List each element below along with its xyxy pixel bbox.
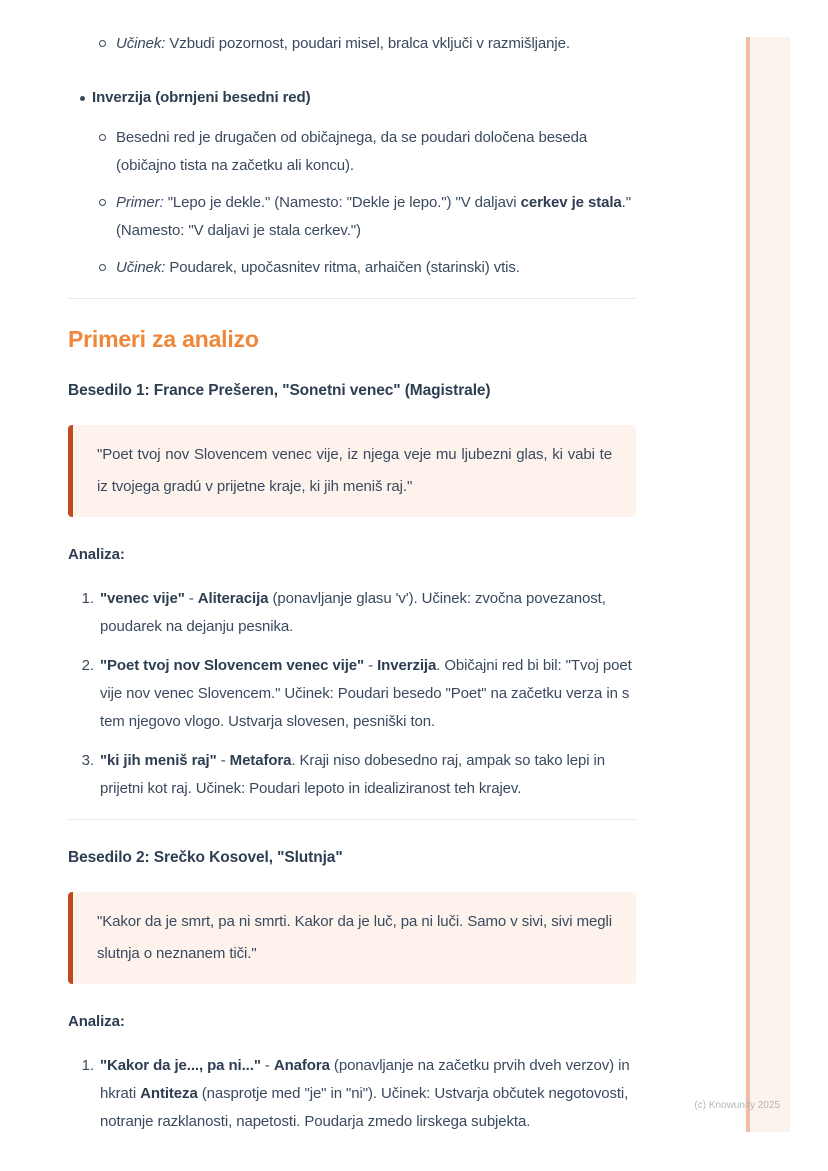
item-explanation: (ponavljanje glasu 'v'). Učinek: zvočna povezanost, poudarek na dejanju pesnika. [100,590,606,635]
device-name: Inverzija [377,657,437,674]
primer-text-2: ." (Namesto: "V daljavi je stala cerkev.") [116,194,631,239]
item-explanation-middle: (ponavljanje na začetku prvih dveh verzov) in hkrati [100,1057,630,1102]
analiza1-item-3 [98,747,636,803]
item-explanation: (nasprotje med "je" in "ni"). Učinek: Ustvarja občutek negotovosti, notranje razklanosti, napetosti. Poudarja zmedo lirskega subjekta. [100,1085,629,1130]
effect-note-item [68,30,636,58]
document-content [68,0,636,1136]
page-edge-stripe-border [746,37,750,1132]
analiza2-label: Analiza: [68,1013,125,1030]
effect-note-list [68,30,636,58]
besedilo2-quote-block [68,892,636,984]
separator: - [364,657,378,674]
definition-text: Besedni red je drugačen od običajnega, da se poudari določena beseda (običajno tista na začetku ali koncu). [116,129,588,174]
device-name: Anafora [273,1057,330,1074]
section-heading: Primeri za analizo [68,326,259,352]
quoted-phrase: "venec vije" [100,590,185,607]
analiza1-item-2 [98,652,636,736]
ucinek-text: Vzbudi pozornost, poudari misel, bralca vključi v razmišljanje. [165,35,570,52]
terms-list [68,84,636,112]
primer-bold-phrase: cerkev je stala [520,194,622,211]
analiza2-list [68,1052,636,1136]
device-name-2: Antiteza [140,1085,198,1102]
term-inverzija-title: Inverzija (obrnjeni besedni red) [92,89,311,106]
quoted-phrase: "Poet tvoj nov Slovencem venec vije" [100,657,365,674]
section-divider [68,298,636,299]
copyright-watermark: (c) Knowunity 2025 [694,1100,780,1111]
besedilo1-quote-text: "Poet tvoj nov Slovencem venec vije, iz njega veje mu ljubezni glas, ki vabi te iz tvojega gradú v prijetne kraje, ki jih meniš raj." [97,446,612,495]
ucinek-label: Učinek: [116,259,166,276]
analiza1-item-1 [98,585,636,641]
item-explanation: . Običajni red bi bil: "Tvoj poet vije nov venec Slovencem." Učinek: Poudari besedo "Poet" na začetku verza in s tem njegovo vlogo. Ustvarja slovesen, pesniški ton. [100,657,632,730]
separator: - [184,590,198,607]
inverzija-ucinek-item [68,254,636,282]
ucinek-label: Učinek: [116,35,166,52]
besedilo2-title: Besedilo 2: Srečko Kosovel, "Slutnja" [68,849,343,866]
ucinek-text: Poudarek, upočasnitev ritma, arhaičen (starinski) vtis. [165,259,520,276]
page-edge-stripe [750,37,790,1132]
inverzija-primer-item [68,189,636,245]
primer-label: Primer: [116,194,164,211]
item-explanation: . Kraji niso dobesedno raj, ampak so tako lepi in prijetni kot raj. Učinek: Poudari lepoto in idealiziranost teh krajev. [100,752,606,797]
quoted-phrase: "Kakor da je..., pa ni..." [100,1057,261,1074]
inverzija-details-list [68,124,636,282]
analiza1-list [68,585,636,803]
besedilo1-title: Besedilo 1: France Prešeren, "Sonetni venec" (Magistrale) [68,382,491,399]
device-name: Metafora [229,752,292,769]
besedilo2-quote-text: "Kakor da je smrt, pa ni smrti. Kakor da je luč, pa ni luči. Samo v sivi, sivi megli slutnja o neznanem tiči." [97,913,612,962]
inverzija-definition-item [68,124,636,180]
section-divider [68,819,636,820]
analiza1-label: Analiza: [68,546,125,563]
separator: - [260,1057,274,1074]
primer-text-1: "Lepo je dekle." (Namesto: "Dekle je lepo.") "V daljavi [163,194,521,211]
besedilo1-quote-block [68,425,636,517]
quoted-phrase: "ki jih meniš raj" [100,752,217,769]
term-inverzija-item [68,84,636,112]
device-name: Aliteracija [197,590,269,607]
analiza2-item-1 [98,1052,636,1136]
separator: - [216,752,230,769]
